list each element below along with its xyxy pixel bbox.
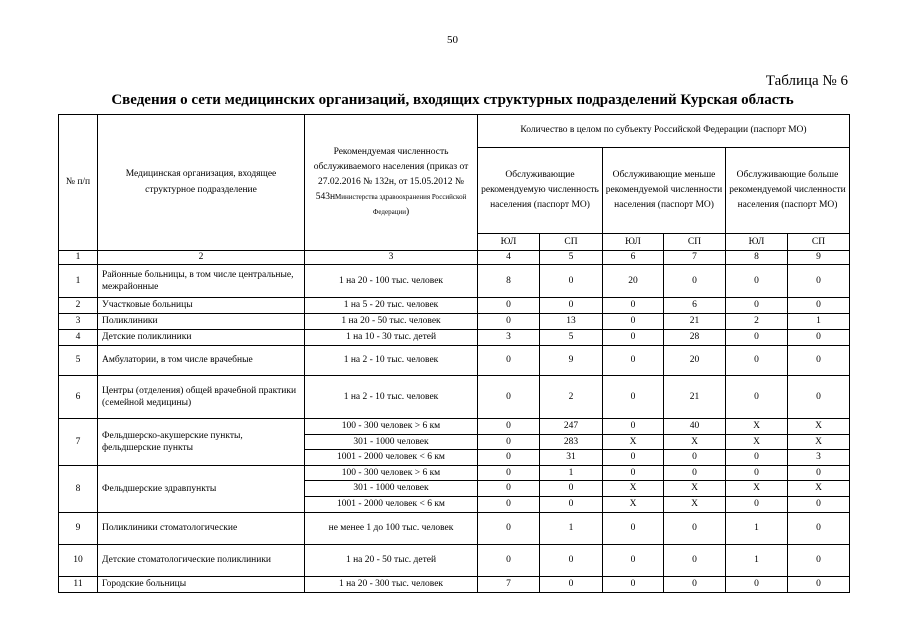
count-cell: 31 (540, 450, 603, 466)
row-number: 6 (59, 376, 98, 419)
header-recommended-close: ) (405, 207, 410, 218)
count-cell: 0 (540, 265, 603, 298)
organization-name: Фельдшерские здравпункты (98, 466, 305, 513)
count-cell: 0 (603, 376, 664, 419)
count-cell: 0 (540, 545, 603, 577)
count-cell: 0 (664, 466, 726, 481)
count-cell: 0 (664, 545, 726, 577)
organization-name: Детские стоматологические поликлиники (98, 545, 305, 577)
row-number: 4 (59, 330, 98, 346)
count-cell: X (664, 435, 726, 450)
count-cell: 21 (664, 314, 726, 330)
count-cell: X (788, 419, 850, 435)
header-group-less: Обслуживающие меньше рекомендуемой численности населения (паспорт МО) (603, 148, 726, 234)
count-cell: 0 (478, 513, 540, 545)
count-cell: 0 (478, 545, 540, 577)
column-number: 7 (664, 251, 726, 265)
table-row (59, 513, 850, 545)
table-row (59, 346, 850, 376)
row-number: 2 (59, 298, 98, 314)
count-cell: 0 (726, 265, 788, 298)
count-cell: 0 (788, 466, 850, 481)
count-cell: 2 (726, 314, 788, 330)
count-cell: 0 (478, 419, 540, 435)
count-cell: 1 (788, 314, 850, 330)
organization-name: Поликлиники (98, 314, 305, 330)
count-cell: 1 (726, 545, 788, 577)
count-cell: 1 (540, 466, 603, 481)
column-number: 8 (726, 251, 788, 265)
count-cell: 6 (664, 298, 726, 314)
column-number: 2 (98, 251, 305, 265)
header-recommended (305, 115, 478, 251)
count-cell: 2 (540, 376, 603, 419)
count-cell: X (664, 481, 726, 497)
row-number: 1 (59, 265, 98, 298)
table-row (59, 330, 850, 346)
count-cell: X (603, 481, 664, 497)
header-recommended-main: Рекомендуемая численность обслуживаемого населения (приказ от 27.02.2016 № 132н, от 15.05.2012 № 543н (313, 146, 469, 203)
count-cell: X (664, 497, 726, 513)
count-cell: 0 (788, 577, 850, 593)
column-number: 1 (59, 251, 98, 265)
count-cell: 0 (664, 513, 726, 545)
count-cell: 0 (788, 330, 850, 346)
count-cell: 0 (726, 346, 788, 376)
count-cell: X (726, 435, 788, 450)
header-group-more: Обслуживающие больше рекомендуемой численности населения (паспорт МО) (726, 148, 850, 234)
count-cell: 0 (540, 577, 603, 593)
count-cell: 0 (788, 346, 850, 376)
table-row (59, 265, 850, 298)
header-total: Количество в целом по субъекту Российской Федерации (паспорт МО) (478, 115, 850, 148)
header-organization: Медицинская организация, входящее структурное подразделение (98, 115, 305, 251)
count-cell: 28 (664, 330, 726, 346)
count-cell: 0 (603, 450, 664, 466)
count-cell: 0 (603, 466, 664, 481)
count-cell: 3 (788, 450, 850, 466)
medical-organizations-table (58, 114, 850, 593)
count-cell: 0 (788, 545, 850, 577)
organization-name: Детские поликлиники (98, 330, 305, 346)
recommended-population: 1 на 20 - 50 тыс. человек (305, 314, 478, 330)
header-sub: ЮЛ (726, 234, 788, 251)
count-cell: X (726, 481, 788, 497)
count-cell: 0 (788, 265, 850, 298)
count-cell: 20 (664, 346, 726, 376)
organization-name: Фельдшерско-акушерские пункты, фельдшерские пункты (98, 419, 305, 466)
organization-name: Поликлиники стоматологические (98, 513, 305, 545)
count-cell: 5 (540, 330, 603, 346)
count-cell: 1 (540, 513, 603, 545)
organization-name: Амбулатории, в том числе врачебные (98, 346, 305, 376)
table-row (59, 577, 850, 593)
table-row (59, 419, 850, 435)
header-sub: СП (788, 234, 850, 251)
recommended-population: 301 - 1000 человек (305, 435, 478, 450)
header-sub: СП (540, 234, 603, 251)
count-cell: X (603, 497, 664, 513)
recommended-population: 1 на 2 - 10 тыс. человек (305, 376, 478, 419)
table-row (59, 466, 850, 481)
count-cell: 0 (788, 497, 850, 513)
count-cell: 0 (603, 314, 664, 330)
count-cell: 0 (478, 314, 540, 330)
count-cell: 8 (478, 265, 540, 298)
count-cell: 0 (664, 265, 726, 298)
table-row (59, 298, 850, 314)
organization-name: Центры (отделения) общей врачебной практики (семейной медицины) (98, 376, 305, 419)
column-number: 5 (540, 251, 603, 265)
count-cell: X (603, 435, 664, 450)
column-number: 4 (478, 251, 540, 265)
count-cell: 0 (540, 481, 603, 497)
count-cell: 0 (788, 376, 850, 419)
count-cell: 1 (726, 513, 788, 545)
count-cell: 13 (540, 314, 603, 330)
count-cell: 0 (726, 497, 788, 513)
header-sub: ЮЛ (478, 234, 540, 251)
count-cell: 0 (726, 466, 788, 481)
header-group-recommended: Обслуживающие рекомендуемую численность населения (паспорт МО) (478, 148, 603, 234)
count-cell: 247 (540, 419, 603, 435)
count-cell: 40 (664, 419, 726, 435)
count-cell: 0 (726, 376, 788, 419)
count-cell: 0 (603, 419, 664, 435)
column-number: 9 (788, 251, 850, 265)
count-cell: 0 (478, 346, 540, 376)
organization-name: Городские больницы (98, 577, 305, 593)
count-cell: X (788, 481, 850, 497)
header-num: № п/п (59, 115, 98, 251)
count-cell: X (788, 435, 850, 450)
count-cell: 0 (788, 298, 850, 314)
count-cell: 7 (478, 577, 540, 593)
page-number: 50 (447, 34, 458, 46)
table-row (59, 545, 850, 577)
count-cell: 20 (603, 265, 664, 298)
table-row (59, 314, 850, 330)
count-cell: 0 (478, 450, 540, 466)
column-number: 6 (603, 251, 664, 265)
count-cell: 0 (726, 330, 788, 346)
count-cell: 0 (603, 330, 664, 346)
row-number: 10 (59, 545, 98, 577)
count-cell: 0 (603, 298, 664, 314)
count-cell: 0 (478, 466, 540, 481)
recommended-population: 1 на 20 - 100 тыс. человек (305, 265, 478, 298)
count-cell: 0 (788, 513, 850, 545)
count-cell: 21 (664, 376, 726, 419)
header-sub: ЮЛ (603, 234, 664, 251)
count-cell: X (726, 419, 788, 435)
document-title: Сведения о сети медицинских организаций, входящих структурных подразделений Курская область (111, 92, 794, 108)
organization-name: Участковые больницы (98, 298, 305, 314)
header-recommended-ministry: Министерства здравоохранения Российской Федерации (335, 193, 467, 217)
header-sub: СП (664, 234, 726, 251)
count-cell: 0 (664, 577, 726, 593)
count-cell: 0 (603, 577, 664, 593)
recommended-population: 1 на 5 - 20 тыс. человек (305, 298, 478, 314)
recommended-population: 1001 - 2000 человек < 6 км (305, 497, 478, 513)
count-cell: 0 (478, 376, 540, 419)
recommended-population: 1 на 20 - 50 тыс. детей (305, 545, 478, 577)
count-cell: 3 (478, 330, 540, 346)
count-cell: 283 (540, 435, 603, 450)
recommended-population: 1001 - 2000 человек < 6 км (305, 450, 478, 466)
count-cell: 0 (603, 513, 664, 545)
recommended-population: 100 - 300 человек > 6 км (305, 466, 478, 481)
count-cell: 0 (603, 346, 664, 376)
count-cell: 0 (540, 298, 603, 314)
row-number: 3 (59, 314, 98, 330)
count-cell: 0 (540, 497, 603, 513)
count-cell: 0 (726, 577, 788, 593)
row-number: 9 (59, 513, 98, 545)
row-number: 11 (59, 577, 98, 593)
recommended-population: 1 на 10 - 30 тыс. детей (305, 330, 478, 346)
recommended-population: 301 - 1000 человек (305, 481, 478, 497)
row-number: 5 (59, 346, 98, 376)
count-cell: 0 (478, 481, 540, 497)
count-cell: 0 (664, 450, 726, 466)
recommended-population: не менее 1 до 100 тыс. человек (305, 513, 478, 545)
count-cell: 0 (478, 497, 540, 513)
table-label: Таблица № 6 (765, 73, 848, 89)
count-cell: 9 (540, 346, 603, 376)
count-cell: 0 (726, 298, 788, 314)
row-number: 8 (59, 466, 98, 513)
recommended-population: 1 на 2 - 10 тыс. человек (305, 346, 478, 376)
count-cell: 0 (478, 298, 540, 314)
organization-name: Районные больницы, в том числе центральные, межрайонные (98, 265, 305, 298)
table-row (59, 376, 850, 419)
count-cell: 0 (603, 545, 664, 577)
recommended-population: 1 на 20 - 300 тыс. человек (305, 577, 478, 593)
count-cell: 0 (726, 450, 788, 466)
row-number: 7 (59, 419, 98, 466)
column-number: 3 (305, 251, 478, 265)
count-cell: 0 (478, 435, 540, 450)
recommended-population: 100 - 300 человек > 6 км (305, 419, 478, 435)
